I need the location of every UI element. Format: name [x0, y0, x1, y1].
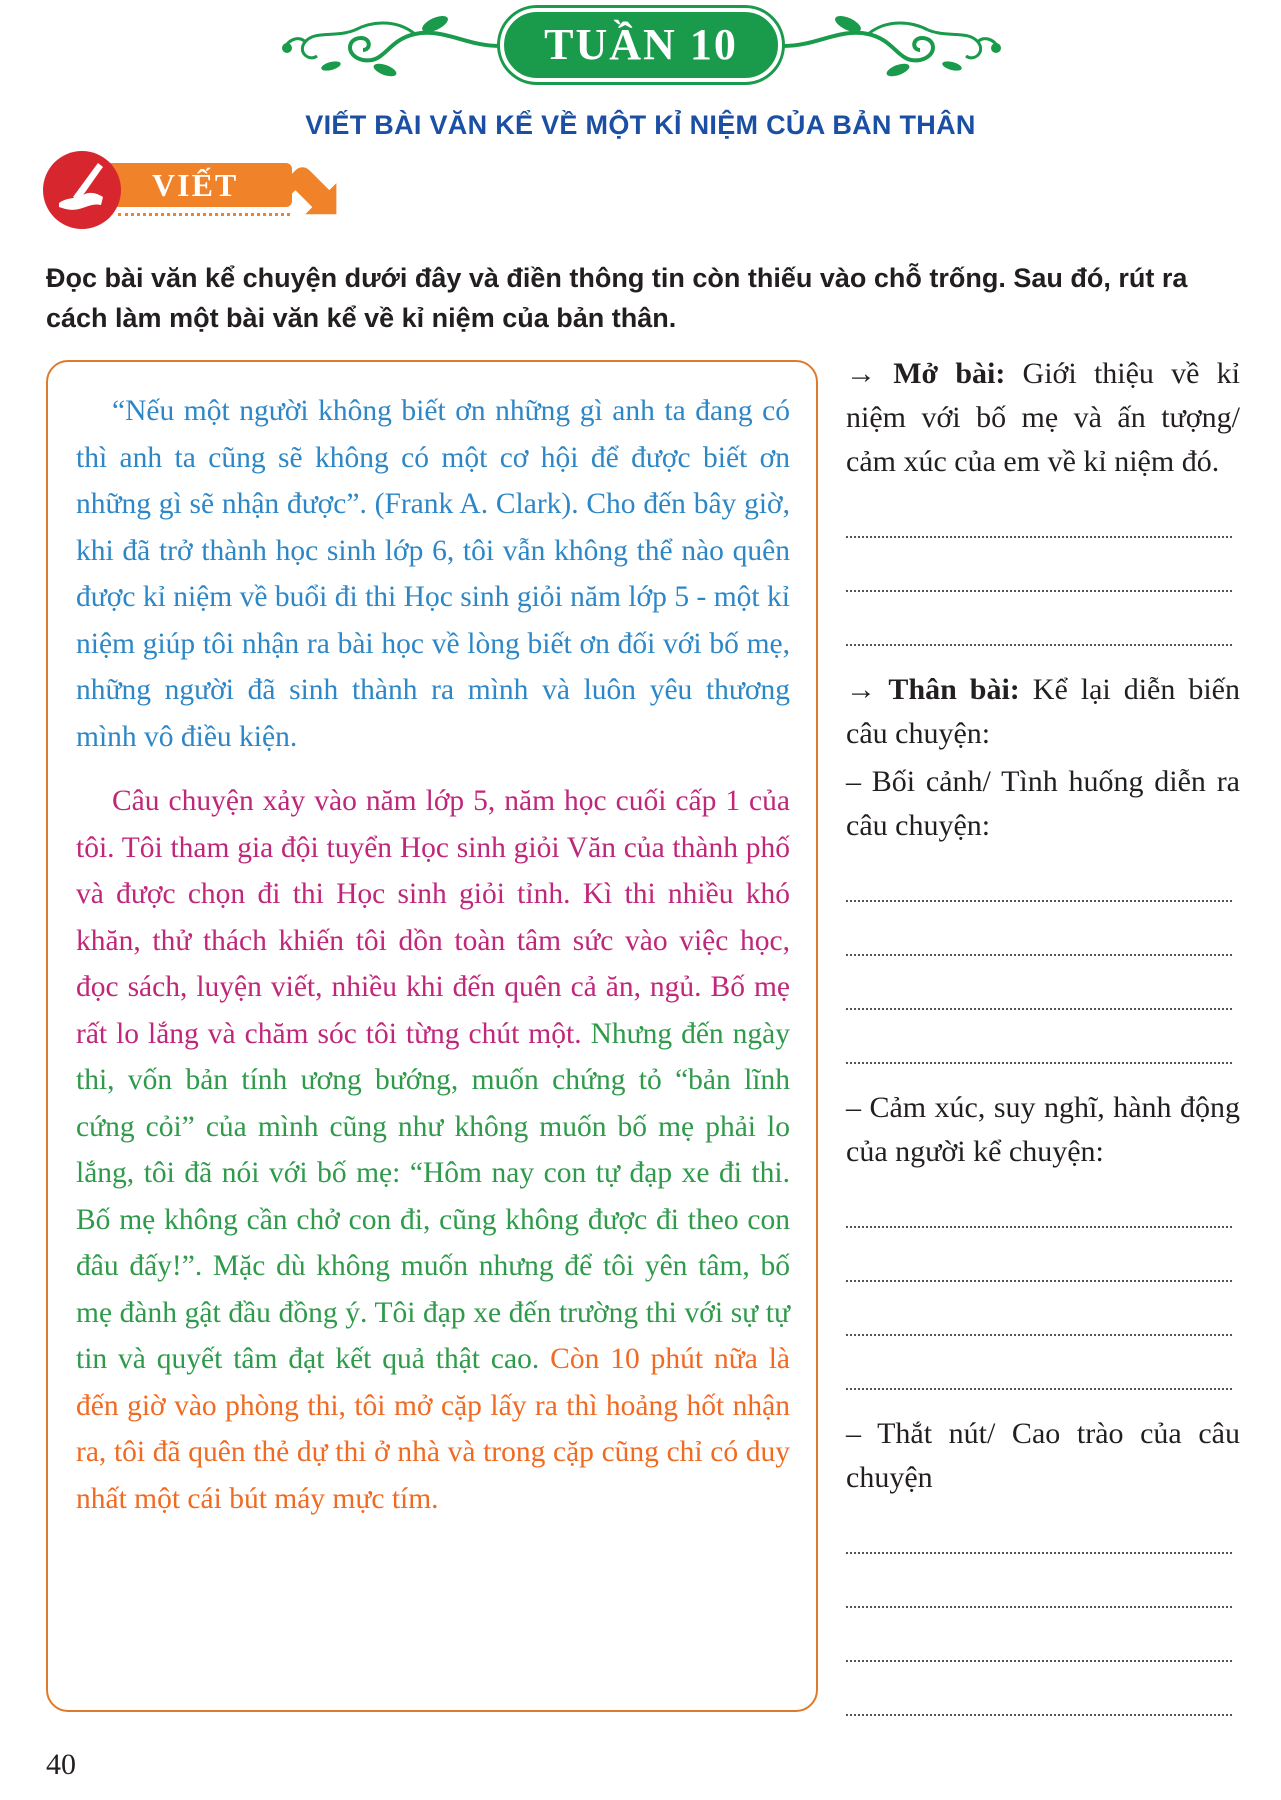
exercise-instruction: Đọc bài văn kể chuyện dưới đây và điền thông tin còn thiếu vào chỗ trống. Sau đó, rút ra cách làm một bài văn kể về kỉ niệm của bản thân.	[46, 263, 1188, 333]
answer-line[interactable]	[846, 1282, 1232, 1336]
answer-line[interactable]	[846, 484, 1232, 538]
answer-line[interactable]	[846, 592, 1232, 646]
answer-line[interactable]	[846, 1554, 1232, 1608]
answer-line[interactable]	[846, 956, 1232, 1010]
outline-than-bai	[846, 668, 1240, 756]
page-header	[0, 0, 1281, 140]
answer-line[interactable]	[846, 1608, 1232, 1662]
answer-line[interactable]	[846, 538, 1232, 592]
outline-cam-xuc: – Cảm xúc, suy nghĩ, hành động của người kể chuyện:	[846, 1091, 1240, 1168]
pen-hand-icon	[43, 151, 121, 229]
answer-line[interactable]	[846, 1174, 1232, 1228]
answer-line[interactable]	[846, 902, 1232, 956]
outline-boi-canh: – Bối cảnh/ Tình huống diễn ra câu chuyện:	[846, 765, 1240, 842]
answer-line[interactable]	[846, 1228, 1232, 1282]
story-paragraph-intro: “Nếu một người không biết ơn những gì anh ta đang có thì anh ta cũng sẽ không có một cơ hội để được biết ơn những gì sẽ nhận được”. (Frank A. Clark). Cho đến bây giờ, khi đã trở thành học sinh lớp 6, tôi vẫn không thể nào quên được kỉ niệm về buổi đi thi Học sinh giỏi năm lớp 5 - một kỉ niệm giúp tôi nhận ra bài học về lòng biết ơn đối với bố mẹ, những người đã sinh thành ra mình và luôn yêu thương mình vô điều kiện.	[76, 395, 790, 753]
corner-arrow-icon	[286, 157, 348, 227]
lesson-subtitle: VIẾT BÀI VĂN KỂ VỀ MỘT KỈ NIỆM CỦA BẢN THÂN	[305, 110, 976, 140]
answer-line[interactable]	[846, 1500, 1232, 1554]
right-vine-ornament-icon	[778, 8, 1008, 80]
section-badge	[38, 147, 328, 237]
answer-line[interactable]	[846, 1010, 1232, 1064]
outline-column	[846, 352, 1240, 1716]
badge-dotted-underline	[118, 213, 290, 216]
story-segment-setting: Câu chuyện xảy vào năm lớp 5, năm học cuối cấp 1 của tôi. Tôi tham gia đội tuyển Học sinh giỏi Văn của thành phố và được chọn đi thi Học sinh giỏi tỉnh. Kì thi nhiều khó khăn, thử thách khiến tôi dồn toàn tâm sức vào việc học, đọc sách, luyện viết, nhiều khi đến quên cả ăn, ngủ. Bố mẹ rất lo lắng và chăm sóc tôi từng chút một.	[76, 785, 790, 1050]
answer-line[interactable]	[846, 1662, 1232, 1716]
answer-line[interactable]	[846, 848, 1232, 902]
than-bai-label: → Thân bài:	[846, 673, 1020, 706]
story-passage-box	[46, 360, 818, 1712]
story-paragraph-body	[76, 778, 790, 1522]
section-badge-label: VIẾT	[110, 163, 292, 207]
story-segment-actions: Nhưng đến ngày thi, vốn bản tính ương bướng, muốn chứng tỏ “bản lĩnh cứng cỏi” của mình cũng như không muốn bố mẹ phải lo lắng, tôi đã nói với bố mẹ: “Hôm nay con tự đạp xe đi thi. Bố mẹ không cần chở con đi, cũng không được đi theo con đâu đấy!”. Mặc dù không muốn nhưng để tôi yên tâm, bố mẹ đành gật đầu đồng ý. Tôi đạp xe đến trường thi với sự tự tin và quyết tâm đạt kết quả thật cao.	[76, 1017, 790, 1375]
answer-line[interactable]	[846, 1336, 1232, 1390]
mo-bai-text: Giới thiệu về kỉ niệm với bố mẹ và ấn tượng/ cảm xúc của em về kỉ niệm đó.	[846, 357, 1240, 478]
page-number: 40	[46, 1748, 76, 1781]
outline-that-nut: – Thắt nút/ Cao trào của câu chuyện	[846, 1417, 1240, 1494]
than-bai-text: Kể lại diễn biến câu chuyện:	[846, 673, 1240, 750]
mo-bai-label: → Mở bài:	[846, 357, 1006, 390]
outline-mo-bai	[846, 352, 1240, 484]
week-title: TUẦN 10	[500, 8, 782, 82]
story-segment-climax: Còn 10 phút nữa là đến giờ vào phòng thi, tôi mở cặp lấy ra thì hoảng hốt nhận ra, tôi đã quên thẻ dự thi ở nhà và trong cặp cũng chỉ có duy nhất một cái bút máy mực tím.	[76, 1343, 791, 1515]
left-vine-ornament-icon	[275, 8, 505, 80]
